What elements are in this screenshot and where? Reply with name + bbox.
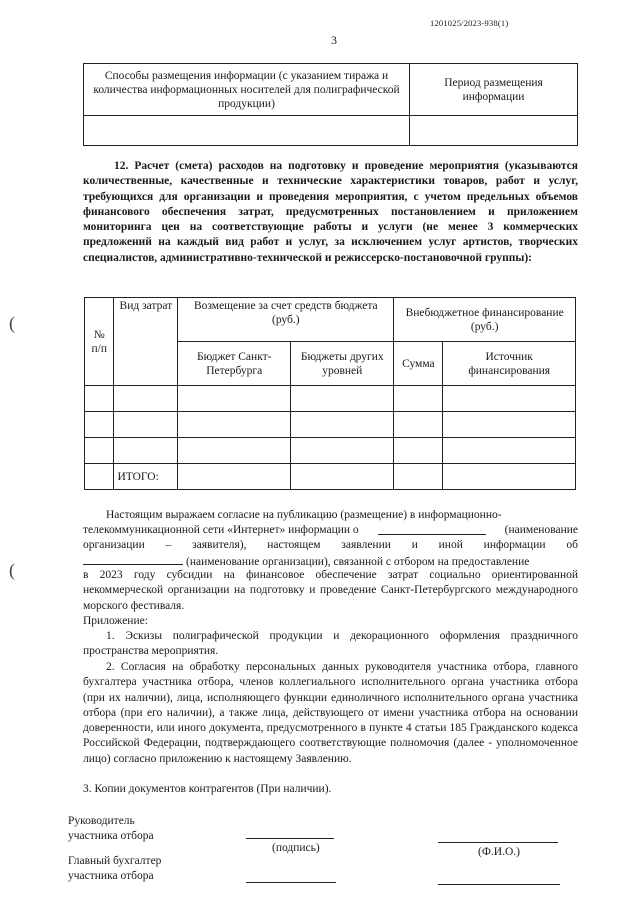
- placement-cell-empty: [84, 116, 410, 146]
- appendix-item-3: 3. Копии документов контрагентов (При наличии).: [83, 783, 332, 795]
- budget-col-type: Вид затрат: [114, 298, 178, 386]
- total-label: ИТОГО:: [114, 464, 178, 490]
- placement-col-period: Период размещения информации: [410, 64, 578, 116]
- appendix-title: Приложение:: [83, 615, 148, 627]
- table-row: [85, 438, 576, 464]
- page-number: 3: [331, 33, 337, 47]
- head-fio-line[interactable]: [438, 842, 558, 843]
- budget-table: [84, 297, 576, 490]
- head-signature-line[interactable]: [246, 838, 334, 839]
- table-row: [85, 412, 576, 438]
- budget-col-budget: Возмещение за счет средств бюджета (руб.): [178, 298, 394, 342]
- margin-mark: (: [9, 313, 15, 333]
- budget-sub-spb: Бюджет Санкт-Петербурга: [178, 342, 291, 386]
- accountant-label-2: участника отбора: [68, 870, 154, 882]
- head-label-2: участника отбора: [68, 830, 154, 842]
- budget-sub-other: Бюджеты других уровней: [291, 342, 394, 386]
- consent-line-5: в 2023 году субсидии на финансовое обеспечение затрат социально ориентированной некоммерческой организации на подготовку и проведение Санкт-Петербургского международного морского фестиваля.: [83, 569, 578, 612]
- accountant-signature-line[interactable]: [246, 882, 336, 883]
- budget-col-num: № п/п: [85, 298, 114, 386]
- budget-col-extra: Внебюджетное финансирование (руб.): [394, 298, 576, 342]
- appendix-item-1: 1. Эскизы полиграфической продукции и декорационного оформления праздничного пространства мероприятия.: [83, 630, 578, 658]
- section-12-text: 12. Расчет (смета) расходов на подготовку и проведение мероприятия (указываются количественные, качественные и технические характеристики товаров, работ и услуг, требующихся для организации и проведения мероприятия, с учетом предельных объемов финансового обеспечения затрат, предусмотренных постановлением и приложением мониторинга цен на соответствующие работы и услуги (не менее 3 коммерческих предложений на каждый вид работ и услуг, за исключением услуг артистов, творческих специалистов, административно-технической и режиссерско-постановочной группы):: [83, 160, 578, 264]
- budget-sub-sum: Сумма: [394, 342, 443, 386]
- signature-caption: (подпись): [272, 842, 320, 854]
- org-name-blank-2[interactable]: [83, 553, 183, 565]
- org-name-blank[interactable]: [378, 523, 486, 535]
- budget-sub-source: Источник финансирования: [443, 342, 576, 386]
- consent-line-2: телекоммуникационной сети «Интернет» информации о (наименование: [83, 524, 578, 536]
- accountant-label-1: Главный бухгалтер: [68, 855, 162, 867]
- placement-col-methods: Способы размещения информации (с указанием тиража и количества информационных носителей для полиграфической продукции): [84, 64, 410, 116]
- head-label-1: Руководитель: [68, 815, 135, 827]
- fio-caption: (Ф.И.О.): [478, 846, 520, 858]
- placement-cell-empty: [410, 116, 578, 146]
- appendix-item-2: 2. Согласия на обработку персональных данных руководителя участника отбора, главного бухгалтера участника отбора, членов коллегиального исполнительного органа участника отбора (при их наличии), лица, исполняющего функции единоличного исполнительного органа участника отбора (при его наличии), а также лица, действующего от имени участника отбора на основании доверенности, или иного документа, предусмотренного в пункте 4 статьи 185 Гражданского кодекса Российской Федерации, подтверждающего соответствующие полномочия (далее - уполномоченное лицо) согласно приложению к настоящему Заявлению.: [83, 661, 578, 765]
- consent-line-4: (наименование организации), связанной с отбором на предоставление: [83, 553, 578, 570]
- accountant-fio-line[interactable]: [438, 884, 560, 885]
- margin-mark: (: [9, 560, 15, 580]
- consent-line-3: организации – заявителя), настоящем заявлении и иной информации об: [83, 539, 578, 551]
- consent-line-1: Настоящим выражаем согласие на публикацию (размещение) в информационно-: [106, 509, 502, 521]
- table-row: [85, 386, 576, 412]
- placement-table: [83, 63, 578, 146]
- document-id: 1201025/2023-938(1): [430, 18, 509, 28]
- table-row: [85, 464, 576, 490]
